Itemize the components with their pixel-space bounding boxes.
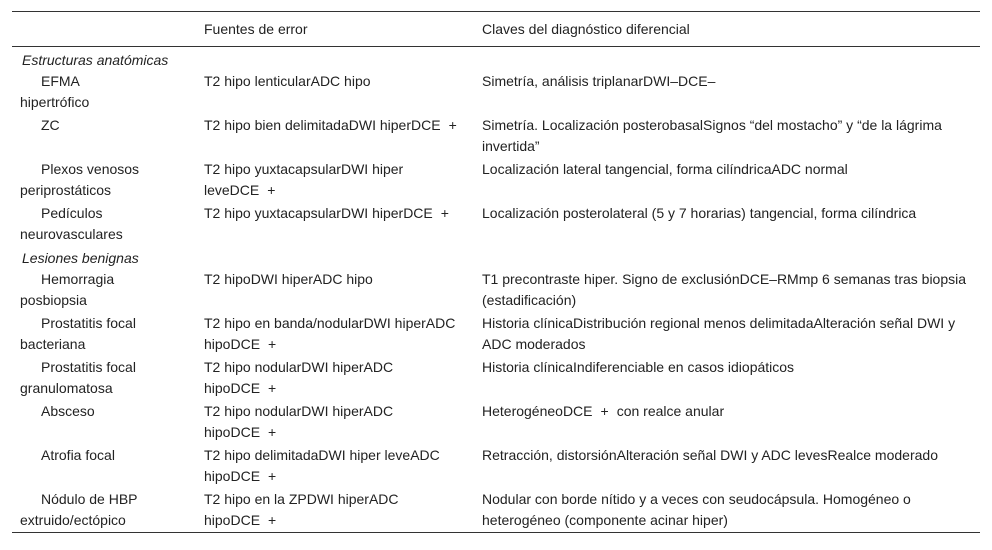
error-cell: T2 hipo nodularDWI hiperADC hipoDCE + [204, 403, 394, 440]
row-name: Prostatitis focal [41, 315, 136, 331]
keys-cell: Localización posterolateral (5 y 7 horarias) tangencial, forma cilíndrica [482, 205, 917, 221]
row-name-cont: neurovasculares [20, 226, 123, 242]
header-cell-error-sources: Fuentes de error [204, 21, 308, 37]
keys-cell: HeterogéneoDCE + con realce anular [482, 403, 725, 419]
row-name: Plexos venosos [41, 161, 140, 177]
row-name: Nódulo de HBP [41, 491, 138, 507]
row-name: EFMA [41, 73, 80, 89]
group-title: Lesiones benignas [22, 250, 139, 266]
keys-cell: Historia clínicaIndiferenciable en casos idiopáticos [482, 359, 795, 375]
error-cell: T2 hipo lenticularADC hipo [204, 73, 371, 89]
row-name: Absceso [41, 403, 95, 419]
table-row [12, 158, 980, 202]
group-title: Estructuras anatómicas [22, 52, 169, 68]
table-row [12, 202, 980, 246]
table-row [12, 114, 980, 158]
differential-diagnosis-table [12, 11, 980, 533]
error-cell: T2 hipo yuxtacapsularDWI hiperDCE + [204, 205, 449, 221]
group-row-anatomical-structures [12, 47, 980, 71]
row-name: Pedículos [41, 205, 103, 221]
keys-cell: Retracción, distorsiónAlteración señal DWI y ADC levesRealce moderado [482, 447, 938, 463]
row-name: Hemorragia [41, 271, 115, 287]
table-row [12, 444, 980, 488]
row-name: Atrofia focal [41, 447, 115, 463]
error-cell: T2 hipo delimitadaDWI hiper leveADC hipoDCE + [204, 447, 440, 484]
table-row [12, 70, 980, 114]
table-row [12, 312, 980, 356]
table-row [12, 356, 980, 400]
keys-cell: T1 precontraste hiper. Signo de exclusiónDCE–RMmp 6 semanas tras biopsia (estadificación) [482, 271, 967, 308]
table-row [12, 400, 980, 444]
error-cell: T2 hipo yuxtacapsularDWI hiper leveDCE + [204, 161, 404, 198]
header-cell-empty [12, 12, 196, 47]
row-name-cont: granulomatosa [20, 380, 113, 396]
error-cell: T2 hipo en la ZPDWI hiperADC hipoDCE + [204, 491, 399, 528]
keys-cell: Localización lateral tangencial, forma cilíndricaADC normal [482, 161, 848, 177]
table-row [12, 488, 980, 533]
header-cell-diagnosis-keys: Claves del diagnóstico diferencial [482, 21, 690, 37]
error-cell: T2 hipo en banda/nodularDWI hiperADC hipoDCE + [204, 315, 456, 352]
row-name-cont: bacteriana [20, 336, 86, 352]
row-name-cont: periprostáticos [20, 182, 112, 198]
row-name: ZC [41, 117, 60, 133]
table-row [12, 268, 980, 312]
row-name: Prostatitis focal [41, 359, 136, 375]
keys-cell: Historia clínicaDistribución regional menos delimitadaAlteración señal DWI y ADC moderados [482, 315, 956, 352]
error-cell: T2 hipo bien delimitadaDWI hiperDCE + [204, 117, 457, 133]
table-header-row [12, 12, 980, 47]
keys-cell: Simetría. Localización posterobasalSignos “del mostacho” y “de la lágrima invertida” [482, 117, 942, 154]
row-name-cont: hipertrófico [20, 94, 90, 110]
error-cell: T2 hipoDWI hiperADC hipo [204, 271, 373, 287]
group-row-benign-lesions [12, 246, 980, 268]
row-name-cont: posbiopsia [20, 292, 87, 308]
error-cell: T2 hipo nodularDWI hiperADC hipoDCE + [204, 359, 394, 396]
row-name-cont: extruido/ectópico [20, 512, 126, 528]
keys-cell: Nodular con borde nítido y a veces con seudocápsula. Homogéneo o heterogéneo (componente acinar hiper) [482, 491, 911, 528]
keys-cell: Simetría, análisis triplanarDWI–DCE– [482, 73, 716, 89]
